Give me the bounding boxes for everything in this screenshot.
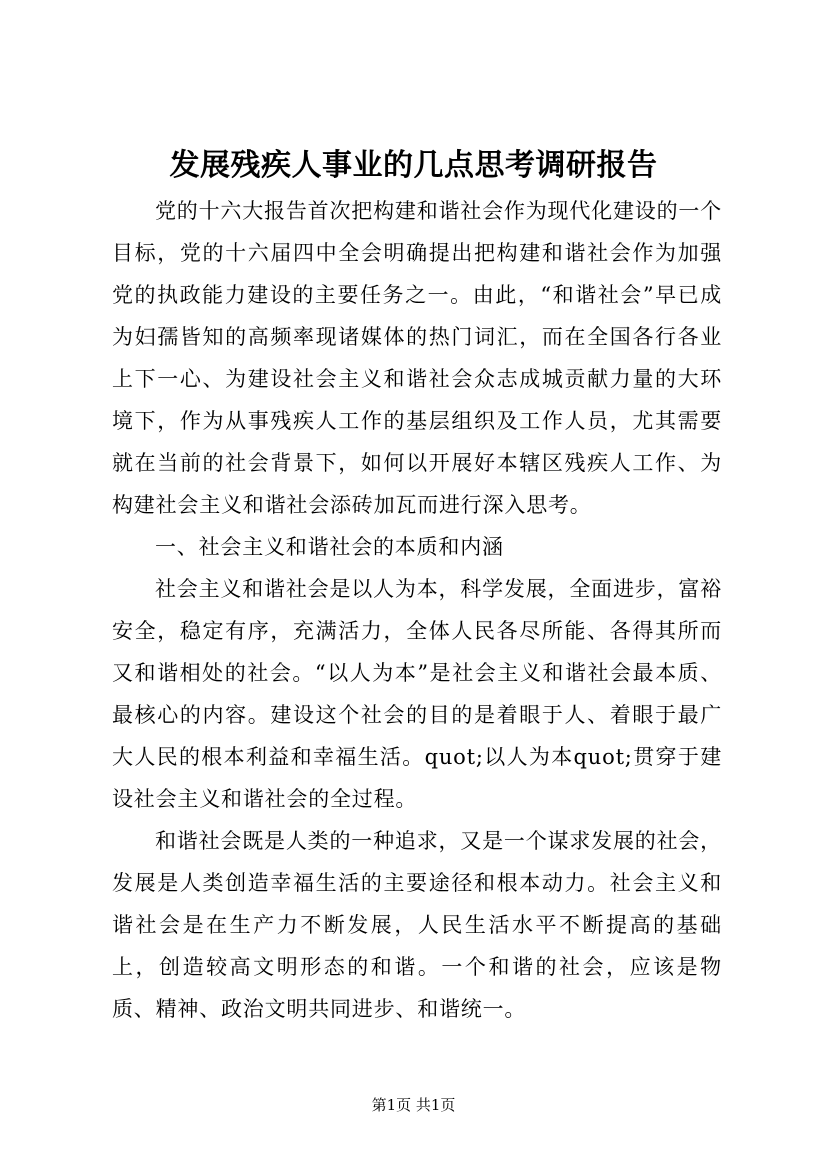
page-footer [0,1094,827,1116]
paragraph-essence: 社会主义和谐社会是以人为本，科学发展，全面进步，富裕安全，稳定有序，充满活力，全体人民各尽所能、各得其所而又和谐相处的社会。“以人为本”是社会主义和谐社会最本质、最核心的内容。建设这个社会的目的是着眼于人、着眼于最广大人民的根本利益和幸福生活。quot;以人为本quot;贯穿于建设社会主义和谐社会的全过程。 [112,577,722,811]
page-number-label: 第1页 共1页 [371,1096,456,1114]
section-heading-1: 一、社会主义和谐社会的本质和内涵 [155,535,504,559]
document-body [112,190,722,1030]
document-title: 发展残疾人事业的几点思考调研报告 [169,148,658,183]
paragraph-development: 和谐社会既是人类的一种追求，又是一个谋求发展的社会，发展是人类创造幸福生活的主要途径和根本动力。社会主义和谐社会是在生产力不断发展，人民生活水平不断提高的基础上，创造较高文明形态的和谐。一个和谐的社会，应该是物质、精神、政治文明共同进步、和谐统一。 [112,829,722,1021]
paragraph-intro: 党的十六大报告首次把构建和谐社会作为现代化建设的一个目标，党的十六届四中全会明确提出把构建和谐社会作为加强党的执政能力建设的主要任务之一。由此，“和谐社会”早已成为妇孺皆知的高频率现诸媒体的热门词汇，而在全国各行各业上下一心、为建设社会主义和谐社会众志成城贡献力量的大环境下，作为从事残疾人工作的基层组织及工作人员，尤其需要就在当前的社会背景下，如何以开展好本辖区残疾人工作、为构建社会主义和谐社会添砖加瓦而进行深入思考。 [112,199,722,517]
